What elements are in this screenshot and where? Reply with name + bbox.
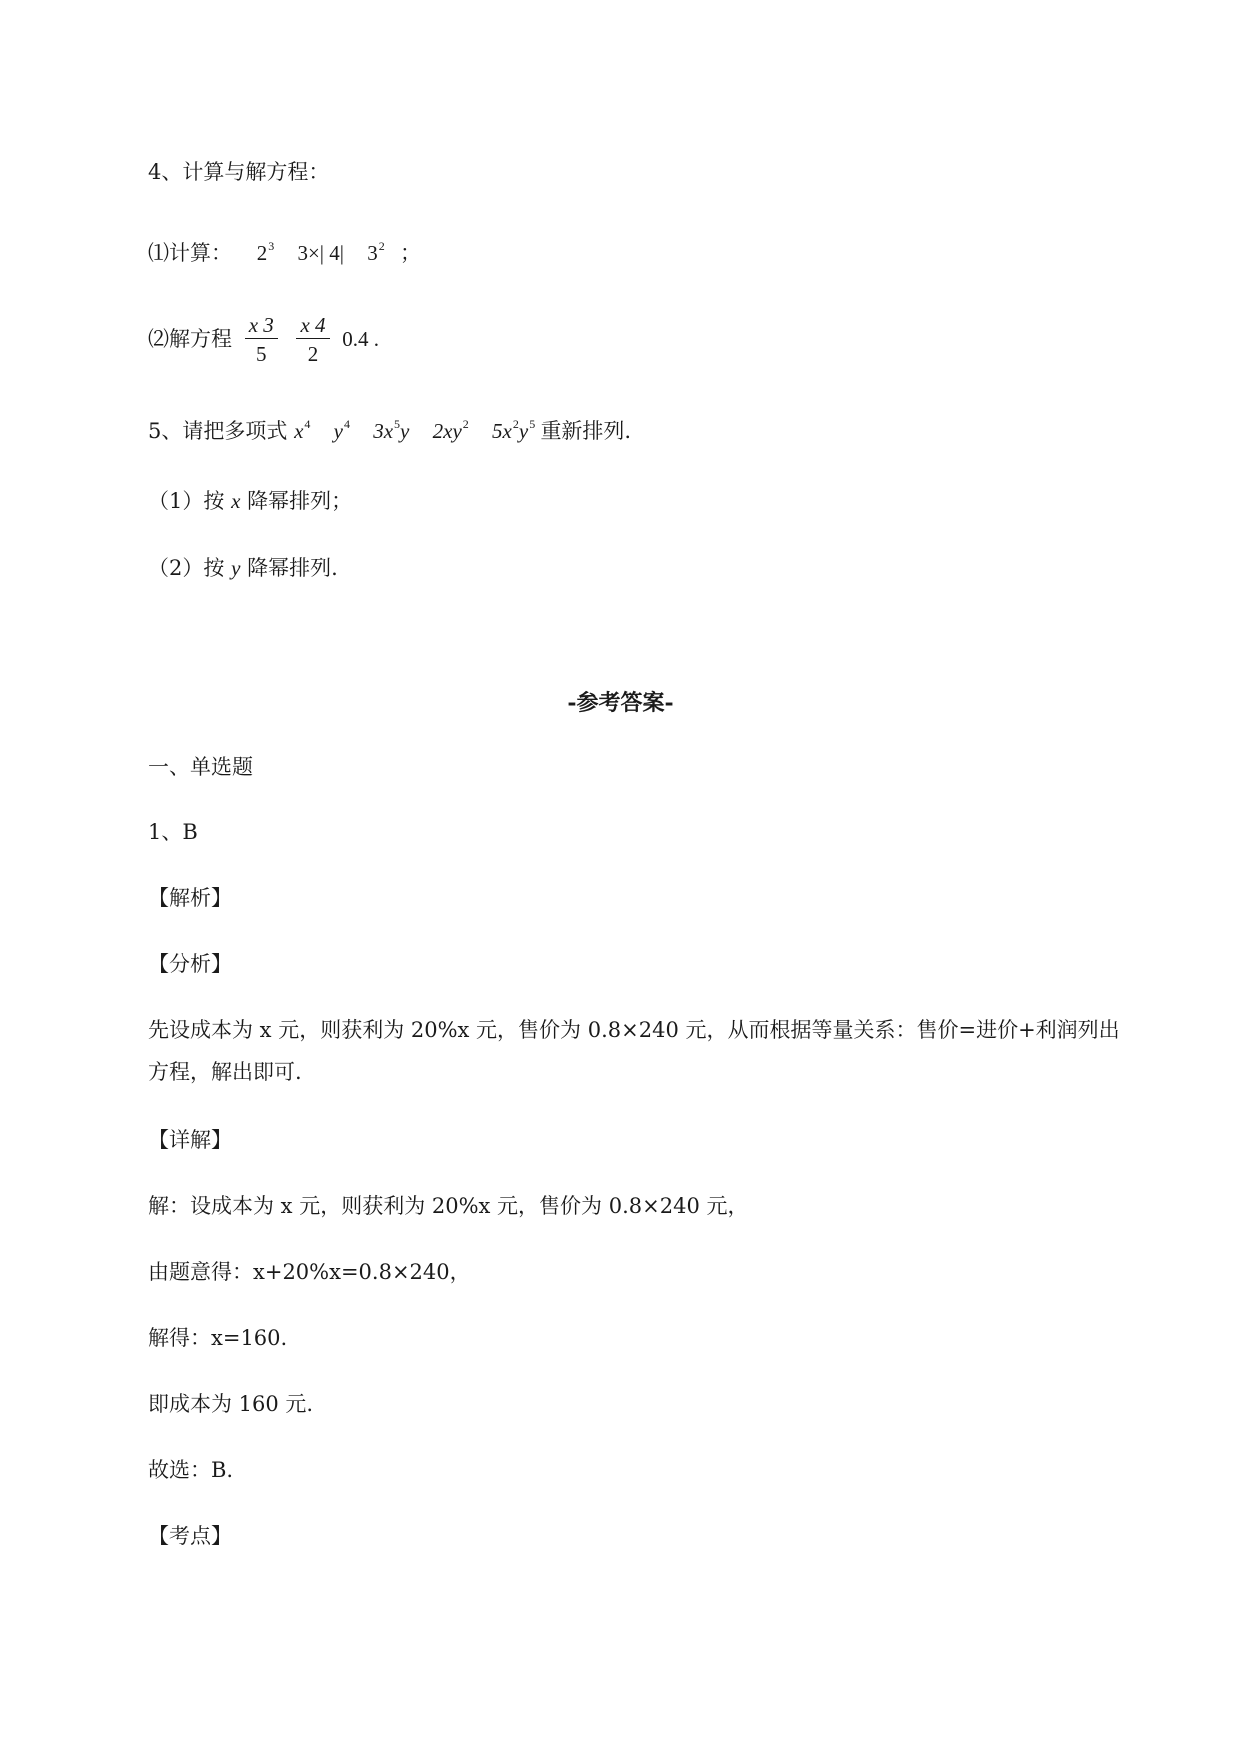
q5-stem: 5、请把多项式 $x^4$ $y^4$ $3x^5y$ $2xy^2$ $5x^2y^5$ 重新排列. [148,417,632,443]
q4-part2 [148,312,379,369]
section-heading: 一、单选题 [148,755,253,779]
q4-part1 [148,233,421,268]
q5-sub2: （2）按 y 降幂排列. [148,556,338,580]
detail-tag: 【详解】 [148,1128,232,1152]
detail-line-4: 即成本为 160 元. [148,1392,314,1416]
detail-line-3: 解得：x=160. [148,1326,288,1350]
detail-line-2: 由题意得：x+20%x=0.8×240， [148,1260,471,1284]
kaodian-tag: 【考点】 [148,1524,232,1548]
q4-title: 4、计算与解方程： [148,160,330,184]
q5-sub1: （1）按 x 降幂排列； [148,489,353,513]
q4-part2-label: ⑵解方程 [148,327,232,351]
fraction-1: $\frac{x 3}{5}$ [245,312,278,369]
detail-line-1: 解：设成本为 x 元，则获利为 20%x 元，售价为 0.8×240 元， [148,1194,749,1218]
fraction-2: $\frac{x 4}{2}$ [296,312,329,369]
answers-heading: -参考答案- [567,690,674,716]
fenxi-line-2: 方程，解出即可. [148,1060,302,1084]
detail-line-5: 故选：B. [148,1458,234,1482]
polynomial: $x^4$ $y^4$ $3x^5y$ $2xy^2$ $5x^2y^5$ [294,417,536,443]
fenxi-line-1: 先设成本为 x 元，则获利为 20%x 元，售价为 0.8×240 元，从而根据等量关系：售价=进价+利润列出 [148,1018,1120,1042]
q4-part1-label: ⑴计算： [148,241,232,265]
q4-part1-expression: $2^3$ 3×| 4| $3^2$ ； [256,239,421,265]
fenxi-tag: 【分析】 [148,952,232,976]
answer-item: 1、B [148,820,198,844]
analysis-tag: 【解析】 [148,886,232,910]
q4-part2-rhs: 0.4 . [342,327,379,351]
